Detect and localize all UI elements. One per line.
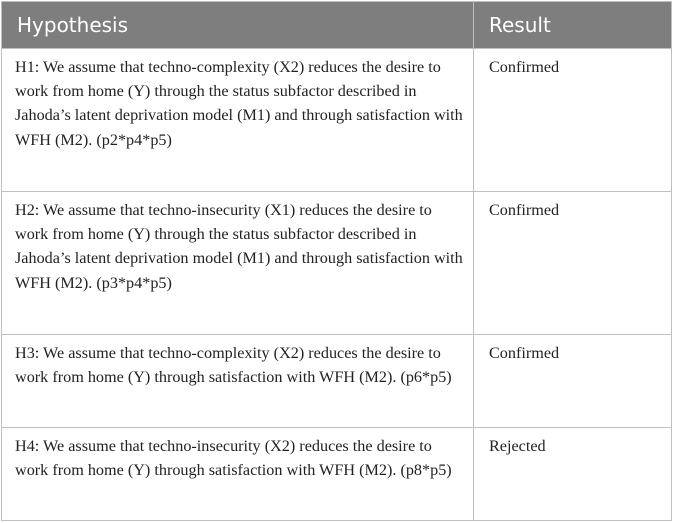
hypothesis-cell: H4: We assume that techno-insecurity (X2) reduces the desire to work from home (Y) through satisfaction with WFH (M2). (p8*p5)	[2, 428, 474, 521]
header-hypothesis: Hypothesis	[2, 2, 474, 49]
hypothesis-cell: H3: We assume that techno-complexity (X2) reduces the desire to work from home (Y) through satisfaction with WFH (M2). (p6*p5)	[2, 335, 474, 428]
result-cell: Confirmed	[474, 49, 672, 192]
result-cell: Rejected	[474, 428, 672, 521]
table-row	[2, 49, 672, 192]
hypothesis-cell: H2: We assume that techno-insecurity (X1) reduces the desire to work from home (Y) through the status subfactor described in Jahoda’s latent deprivation model (M1) and through satisfaction with WFH (M2). (p3*p4*p5)	[2, 192, 474, 335]
result-cell: Confirmed	[474, 192, 672, 335]
header-row	[2, 2, 672, 49]
table-row	[2, 192, 672, 335]
hypothesis-results-table	[1, 1, 672, 521]
result-cell: Confirmed	[474, 335, 672, 428]
header-result: Result	[474, 2, 672, 49]
table-row	[2, 428, 672, 521]
table-row	[2, 335, 672, 428]
hypothesis-cell: H1: We assume that techno-complexity (X2) reduces the desire to work from home (Y) through the status subfactor described in Jahoda’s latent deprivation model (M1) and through satisfaction with WFH (M2). (p2*p4*p5)	[2, 49, 474, 192]
